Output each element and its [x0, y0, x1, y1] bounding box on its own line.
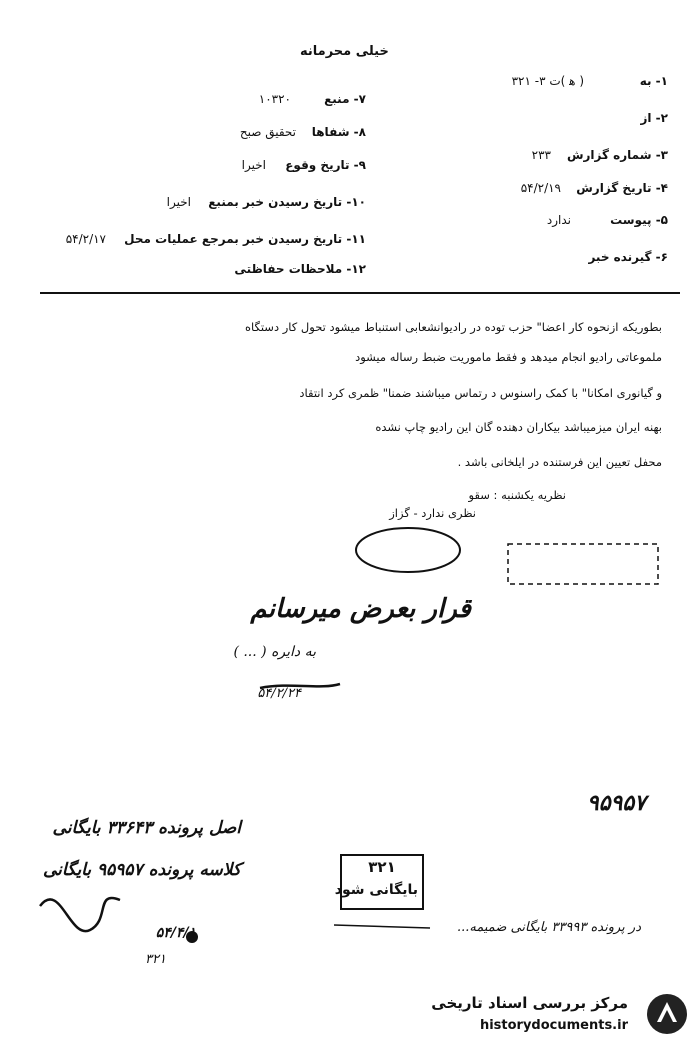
- signature-loop: [356, 528, 460, 572]
- field-report-date-label: ۴- تاریخ گزارش: [576, 181, 668, 195]
- handwritten-date-bottom: ۵۴/۴/۱: [155, 925, 196, 941]
- field-to-value: ( ه‍ )ت ۳- ۳۲۱: [511, 74, 584, 88]
- underline: [334, 925, 430, 928]
- archive-logo-icon: [645, 992, 689, 1036]
- field-source-receipt-date-value: اخیرا: [166, 195, 191, 209]
- stamp-number: ۳۲۱: [368, 858, 396, 876]
- field-occurrence-date-label: ۹- تاریخ وقوع: [285, 158, 366, 172]
- body-line: بهنه ایران میزمیباشد بیکاران دهنده گان این رادیو چاپ نشده: [375, 420, 662, 434]
- watermark: [405, 988, 690, 1044]
- field-report-number-label: ۳- شماره گزارش: [566, 148, 668, 162]
- handwritten-bottom-line: در پرونده ۳۳۹۹۳ بایگانی ضمیمه...: [457, 920, 641, 935]
- watermark-english: historydocuments.ir: [479, 1018, 628, 1033]
- field-source-label: ۷- منبع: [324, 92, 366, 106]
- stamp-text: بایگانی شود: [334, 882, 418, 898]
- field-from-label: ۲- از: [640, 111, 668, 125]
- field-report-number-value: ۲۳۳: [531, 148, 551, 162]
- body-line: بطوریکه ازنحوه کار اعضا" حزب توده در رادیوانشعابی استنباط میشود تحول کار دستگاه: [244, 320, 662, 334]
- field-verbal-value: تحقیق صبح: [239, 125, 296, 139]
- field-attachment-label: ۵- پیوست: [610, 213, 668, 227]
- field-to-label: ۱- به: [639, 74, 668, 88]
- field-report-date-value: ۵۴/۲/۱۹: [520, 181, 561, 195]
- body-line: ملموعاتی رادیو انجام میدهد و فقط ماموریت ضبط رساله میشود: [355, 350, 662, 364]
- archive-number: ۹۵۹۵۷: [586, 790, 646, 816]
- body-line: و گیانوری امکانا" با کمک راسنوس د رتماس میباشند ضمنا" ظمری کرد انتقاد: [299, 386, 662, 400]
- field-security-notes-label: ۱۲- ملاحظات حفاظتی: [234, 262, 366, 276]
- document-classification: خیلی محرمانه: [300, 44, 389, 59]
- field-occurrence-date-value: اخیرا: [241, 158, 266, 172]
- opinion-note: نظریه یکشنبه : سقو: [468, 488, 566, 502]
- watermark-persian: مرکز بررسی اسناد تاریخی: [431, 994, 628, 1012]
- signature-scribble-left: [40, 898, 120, 931]
- handwritten-department: به دایره ( ... ): [233, 644, 316, 660]
- field-source-value: ۱۰۳۲۰: [258, 92, 291, 106]
- field-ops-receipt-date-label: ۱۱- تاریخ رسیدن خبر بمرجع عملیات محل: [124, 232, 366, 246]
- field-recipient-label: ۶- گیرنده خبر: [588, 250, 668, 264]
- handwritten-date: ۵۴/۲/۲۴: [257, 686, 301, 701]
- opinion-note-2: نظری ندارد - گزاز: [389, 506, 476, 520]
- field-ops-receipt-date-value: ۵۴/۲/۱۷: [65, 232, 106, 246]
- handwritten-note-2: کلاسه پرونده ۹۵۹۵۷ بایگانی: [42, 860, 241, 880]
- field-source-receipt-date-label: ۱۰- تاریخ رسیدن خبر بمنبع: [208, 195, 366, 209]
- archive-stamp: [334, 854, 424, 910]
- handwritten-note-1: اصل پرونده ۳۳۶۴۳ بایگانی: [52, 818, 241, 838]
- stamp-box-dashed: [508, 544, 658, 584]
- field-verbal-label: ۸- شفاها: [311, 125, 366, 139]
- field-attachment-value: ندارد: [546, 213, 571, 227]
- body-line: محفل تعیین این فرستنده در ایلخانی باشد .: [457, 455, 662, 469]
- handwritten-main-note: قرار بعرض میرسانم: [250, 594, 471, 624]
- handwritten-number-bottom: ۳۲۱: [145, 952, 166, 967]
